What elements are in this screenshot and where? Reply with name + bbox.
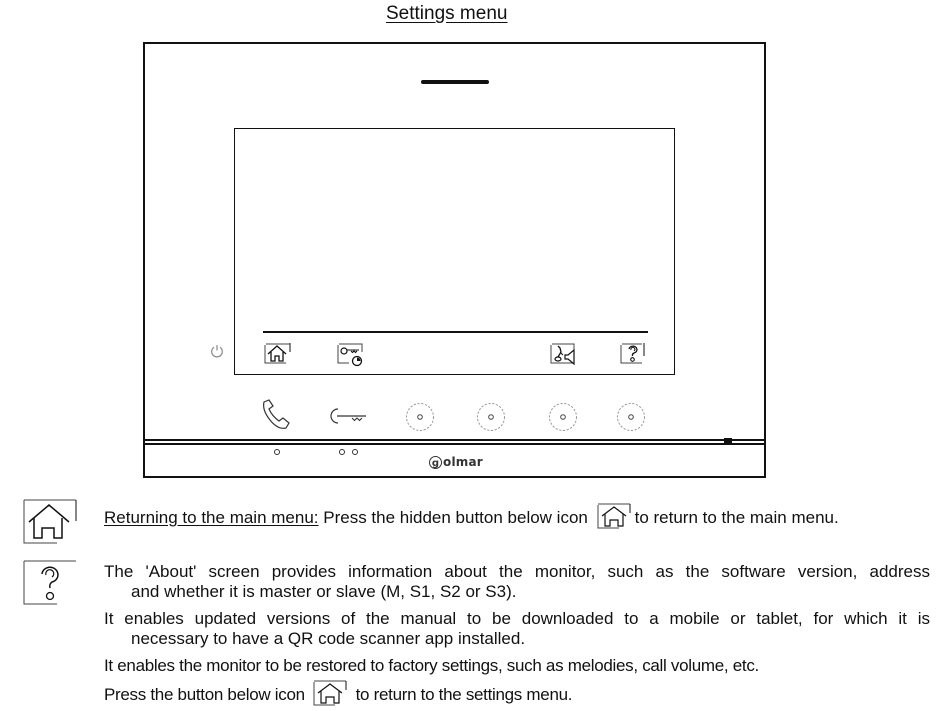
monitor-screen bbox=[234, 128, 675, 375]
home-inline-icon bbox=[313, 680, 347, 711]
home-text-after: to return to the main menu. bbox=[634, 507, 839, 527]
home-icon-large bbox=[23, 499, 77, 550]
door-key-timer-icon[interactable] bbox=[337, 342, 361, 362]
page-title: Settings menu bbox=[386, 3, 508, 24]
help-icon[interactable] bbox=[620, 342, 644, 362]
about-paragraph-1-line-2: and whether it is master or slave (M, S1, S2 or S3). bbox=[131, 582, 517, 601]
indicator-dot bbox=[352, 449, 358, 455]
handset-icon[interactable] bbox=[258, 398, 294, 439]
brand-logo bbox=[429, 455, 483, 469]
about-paragraph-2-line-1: It enables updated versions of the manual to be downloaded to a mobile or tablet, for which it is bbox=[104, 609, 930, 628]
status-led bbox=[724, 438, 732, 443]
home-text-before: Press the hidden button below icon bbox=[318, 507, 588, 527]
hidden-button-1-icon[interactable] bbox=[405, 402, 435, 437]
bezel-line bbox=[144, 439, 765, 441]
about-p4-before: Press the button below icon bbox=[104, 684, 305, 704]
help-icon-large bbox=[23, 560, 77, 611]
about-paragraph-2-line-2: necessary to have a QR code scanner app installed. bbox=[131, 629, 526, 648]
screen-divider bbox=[263, 331, 648, 333]
home-heading: Returning to the main menu: bbox=[104, 507, 319, 527]
home-inline-icon bbox=[597, 503, 631, 534]
key-icon[interactable] bbox=[328, 406, 368, 431]
hidden-button-4-icon[interactable] bbox=[616, 402, 646, 437]
indicator-dot bbox=[339, 449, 345, 455]
hidden-button-2-icon[interactable] bbox=[476, 402, 506, 437]
about-p4-after: to return to the settings menu. bbox=[355, 684, 573, 704]
brand-logo-text: olmar bbox=[443, 455, 483, 469]
about-paragraph-1-line-1: The 'About' screen provides information about the monitor, such as the software version, address bbox=[104, 562, 930, 581]
about-paragraph-4 bbox=[104, 680, 572, 711]
indicator-dot bbox=[274, 449, 280, 455]
home-instruction bbox=[104, 503, 839, 534]
brand-logo-initial: g bbox=[429, 456, 442, 469]
power-icon[interactable] bbox=[209, 343, 225, 364]
camera-sensor-bar bbox=[421, 80, 489, 84]
about-paragraph-3: It enables the monitor to be restored to factory settings, such as melodies, call volume, etc. bbox=[104, 656, 759, 675]
bezel-line bbox=[144, 443, 765, 445]
hidden-button-3-icon[interactable] bbox=[548, 402, 578, 437]
melody-speaker-icon[interactable] bbox=[550, 342, 574, 362]
home-icon[interactable] bbox=[264, 342, 288, 362]
